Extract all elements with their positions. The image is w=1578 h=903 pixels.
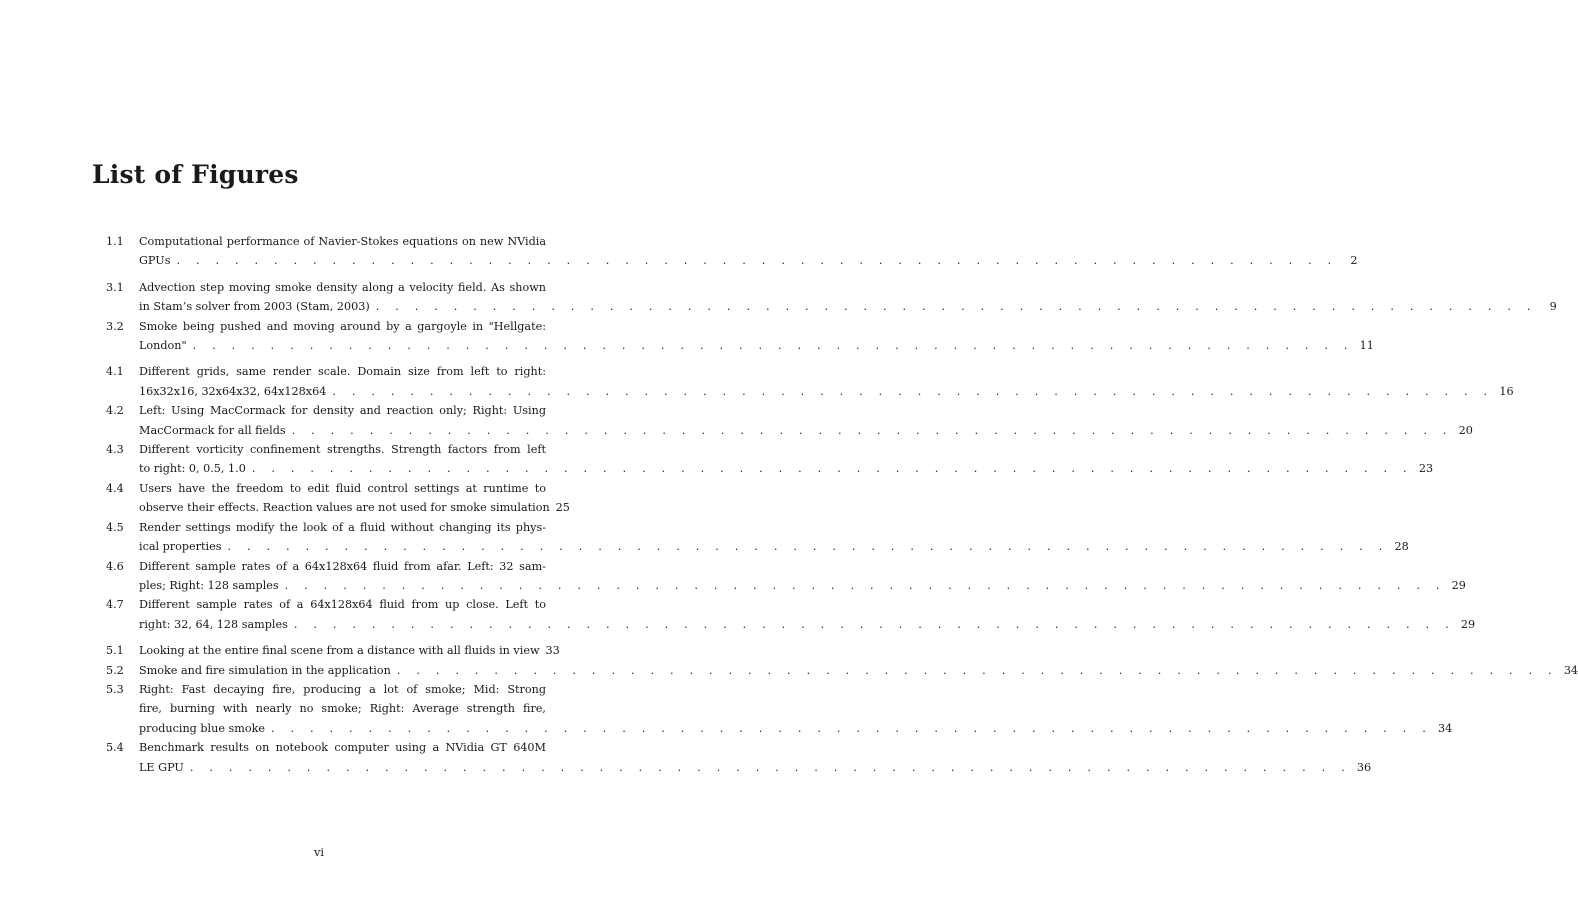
caption-line: Different vorticity confinement strengths. Strength factors from left (139, 443, 546, 457)
caption-line: Right: Fast decaying fire, producing a lot of smoke; Mid: Strong (139, 682, 546, 696)
figure-number: 4.2 (106, 404, 124, 418)
figure-caption (139, 595, 1476, 634)
page-number: vi (314, 846, 324, 859)
caption-line: Different sample rates of a 64x128x64 fluid from afar. Left: 32 sam- (139, 559, 546, 573)
caption-line: fire, burning with nearly no smoke; Right: Average strength fire, (139, 702, 546, 716)
caption-line: in Stam’s solver from 2003 (Stam, 2003) (139, 300, 370, 314)
figure-page-number: 36 (1356, 760, 1372, 774)
page-title: List of Figures (92, 160, 299, 189)
figure-entry[interactable] (92, 232, 1358, 271)
figure-entry[interactable] (92, 661, 1578, 680)
figure-entry[interactable] (92, 440, 1434, 479)
figure-caption (139, 661, 1578, 680)
dot-leader: . . . . . . . . . . . . . . . . . . . . . . . . . . . . . . . . . . . . . . . . . . . . . . . . . . . . . . . . . . . . (192, 339, 1354, 353)
caption-line: LE GPU (139, 760, 184, 774)
figure-page-number: 28 (1394, 540, 1409, 554)
figure-entry[interactable] (92, 278, 1557, 317)
figure-entry[interactable] (92, 362, 1514, 401)
figure-entry[interactable] (92, 317, 1374, 356)
figure-entry[interactable] (92, 479, 570, 518)
figure-caption (139, 401, 1473, 440)
dot-leader: . . . . . . . . . . . . . . . . . . . . . . . . . . . . . . . . . . . . . . . . . . . . . . . . . . . . . . . . . . . . (189, 760, 1351, 774)
figure-number: 5.3 (106, 682, 124, 696)
figure-caption (139, 641, 560, 660)
figure-entry[interactable] (92, 518, 1409, 557)
dot-leader: . . . . . . . . . . . . . . . . . . . . . . . . . . . . . . . . . . . . . . . . . . . . . . . . . . . . . . . . . . . . (176, 254, 1338, 268)
caption-line: 16x32x16, 32x64x32, 64x128x64 (139, 384, 327, 398)
caption-line: observe their effects. Reaction values are not used for smoke simulation (139, 501, 550, 515)
figure-page-number: 34 (1438, 721, 1453, 735)
figure-number: 1.1 (106, 235, 124, 248)
dot-leader: . . . . . . . . . . . . . . . . . . . . . . . . . . . . . . . . . . . . . . . . . . . . . . . . . . . . . . . . . . . . (332, 384, 1494, 398)
figure-caption (139, 479, 570, 518)
figure-page-number: 11 (1359, 339, 1374, 353)
list-of-figures (92, 232, 1578, 777)
chapter-gap (92, 634, 552, 641)
caption-line: Computational performance of Navier-Stokes equations on new NVidia (139, 235, 546, 248)
figure-caption (139, 440, 1434, 479)
figure-page-number: 9 (1549, 300, 1557, 314)
figure-caption (139, 557, 1466, 596)
caption-line: to right: 0, 0.5, 1.0 (139, 462, 246, 476)
caption-line: Advection step moving smoke density along a velocity field. As shown (139, 280, 546, 294)
caption-line: London" (139, 339, 187, 353)
dot-leader: . . . . . . . . . . . . . . . . . . . . . . . . . . . . . . . . . . . . . . . . . . . . . . . . . . . . . . . . . . . . (293, 617, 1455, 631)
chapter-gap (92, 355, 552, 362)
figure-number: 4.4 (106, 481, 124, 495)
figure-caption (139, 738, 1372, 777)
caption-line: ical properties (139, 540, 222, 554)
figure-entry[interactable] (92, 557, 1466, 596)
figure-entry[interactable] (92, 401, 1473, 440)
figure-page-number: 25 (555, 501, 570, 515)
figure-page-number: 29 (1451, 578, 1466, 592)
figure-caption (139, 518, 1409, 557)
figure-number: 4.1 (106, 365, 124, 379)
caption-line: right: 32, 64, 128 samples (139, 617, 288, 631)
caption-line: ples; Right: 128 samples (139, 578, 279, 592)
figure-page-number: 20 (1458, 423, 1473, 437)
figure-entry[interactable] (92, 595, 1476, 634)
caption-line: Render settings modify the look of a fluid without changing its phys- (139, 520, 546, 534)
caption-line: Different sample rates of a 64x128x64 fluid from up close. Left to (139, 598, 546, 612)
caption-line: producing blue smoke (139, 721, 265, 735)
figure-page-number: 2 (1350, 254, 1358, 268)
figure-number: 3.1 (106, 280, 124, 294)
figure-caption (139, 680, 1453, 738)
figure-page-number: 29 (1460, 617, 1476, 631)
figure-page-number: 16 (1499, 384, 1514, 398)
dot-leader: . . . . . . . . . . . . . . . . . . . . . . . . . . . . . . . . . . . . . . . . . . . . . . . . . . . . . . . . . . . . (291, 423, 1453, 437)
figure-number: 5.4 (106, 741, 124, 755)
figure-caption (139, 317, 1374, 356)
figure-entry[interactable] (92, 641, 560, 660)
figure-page-number: 33 (545, 644, 560, 658)
figure-page-number: 34 (1563, 663, 1578, 677)
figure-number: 5.1 (106, 644, 124, 658)
caption-line: Smoke and fire simulation in the application (139, 663, 391, 677)
dot-leader: . . . . . . . . . . . . . . . . . . . . . . . . . . . . . . . . . . . . . . . . . . . . . . . . . . . . . . . . . . . . (271, 721, 1432, 735)
dot-leader: . . . . . . . . . . . . . . . . . . . . . . . . . . . . . . . . . . . . . . . . . . . . . . . . . . . . . . . . . . . . (227, 540, 1389, 554)
caption-line: Left: Using MacCormack for density and reaction only; Right: Using (139, 404, 546, 418)
dot-leader: . . . . . . . . . . . . . . . . . . . . . . . . . . . . . . . . . . . . . . . . . . . . . . . . . . . . . . . . . . . . (375, 300, 1537, 314)
caption-line: Users have the freedom to edit fluid control settings at runtime to (139, 481, 546, 495)
figure-number: 4.6 (106, 559, 124, 573)
figure-number: 4.5 (106, 520, 124, 534)
chapter-gap (92, 271, 552, 278)
caption-line: Benchmark results on notebook computer using a NVidia GT 640M (139, 741, 546, 755)
figure-page-number: 23 (1418, 462, 1434, 476)
figure-number: 4.7 (106, 598, 124, 612)
caption-line: Smoke being pushed and moving around by a gargoyle in "Hellgate: (139, 319, 546, 333)
figure-entry[interactable] (92, 680, 1453, 738)
figure-caption (139, 362, 1514, 401)
caption-line: Looking at the entire final scene from a distance with all fluids in view (139, 644, 540, 658)
dot-leader: . . . . . . . . . . . . . . . . . . . . . . . . . . . . . . . . . . . . . . . . . . . . . . . . . . . . . . . . . . . . (251, 462, 1413, 476)
caption-line: GPUs (139, 254, 171, 268)
dot-leader: . . . . . . . . . . . . . . . . . . . . . . . . . . . . . . . . . . . . . . . . . . . . . . . . . . . . . . . . . . . . (284, 578, 1446, 592)
figure-number: 4.3 (106, 443, 124, 457)
figure-number: 3.2 (106, 319, 124, 333)
caption-line: MacCormack for all fields (139, 423, 286, 437)
figure-number: 5.2 (106, 663, 124, 677)
figure-entry[interactable] (92, 738, 1372, 777)
caption-line: Different grids, same render scale. Domain size from left to right: (139, 365, 546, 379)
figure-caption (139, 232, 1358, 271)
figure-caption (139, 278, 1557, 317)
dot-leader: . . . . . . . . . . . . . . . . . . . . . . . . . . . . . . . . . . . . . . . . . . . . . . . . . . . . . . . . . . . . (396, 663, 1558, 677)
